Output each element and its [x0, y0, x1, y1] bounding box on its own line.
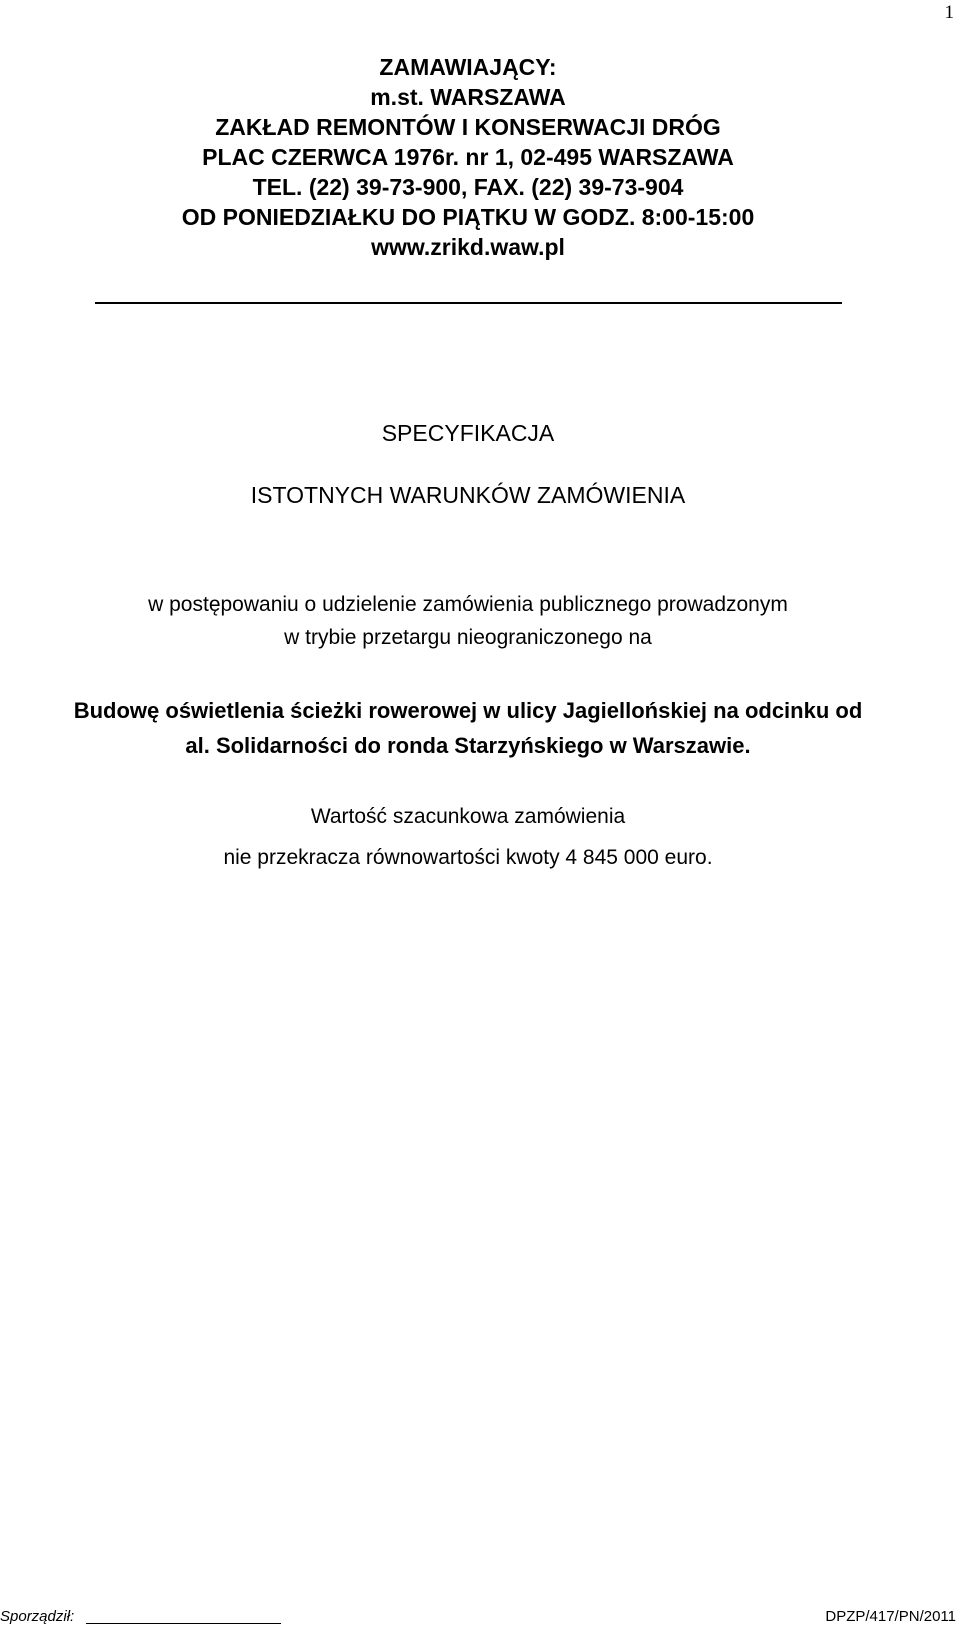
value-line-2: nie przekracza równowartości kwoty 4 845 000 euro.	[223, 846, 713, 869]
header-line-address: PLAC CZERWCA 1976r. nr 1, 02-495 WARSZAWA	[202, 144, 734, 170]
estimated-value-note	[0, 796, 936, 878]
subject-line-1: Budowę oświetlenia ścieżki rowerowej w ulicy Jagiellońskiej na odcinku od	[73, 698, 863, 723]
page-number: 1	[944, 2, 954, 23]
header-line-hours: OD PONIEDZIAŁKU DO PIĄTKU W GODZ. 8:00-15:00	[181, 204, 755, 230]
contracting-authority-header	[0, 52, 936, 262]
document-subtitle: ISTOTNYCH WARUNKÓW ZAMÓWIENIA	[250, 482, 686, 508]
header-line-role: ZAMAWIAJĄCY:	[379, 54, 557, 80]
value-line-1: Wartość szacunkowa zamówienia	[310, 805, 626, 828]
procedure-line-1: w postępowaniu o udzielenie zamówienia publicznego prowadzonym	[148, 593, 788, 616]
document-title: SPECYFIKACJA	[381, 420, 555, 446]
document-code: DPZP/417/PN/2011	[825, 1608, 956, 1625]
header-divider	[95, 302, 842, 304]
prepared-by-signature-line	[86, 1623, 281, 1624]
header-line-institution: ZAKŁAD REMONTÓW I KONSERWACJI DRÓG	[215, 114, 721, 140]
header-line-phone: TEL. (22) 39-73-900, FAX. (22) 39-73-904	[252, 174, 684, 200]
prepared-by-label: Sporządził:	[0, 1608, 75, 1625]
page-footer	[0, 1608, 960, 1628]
contract-subject	[0, 693, 936, 763]
header-line-website[interactable]: www.zrikd.waw.pl	[371, 234, 565, 260]
procedure-line-2: w trybie przetargu nieograniczonego na	[284, 626, 652, 649]
procedure-description	[0, 588, 936, 654]
header-line-city: m.st. WARSZAWA	[370, 84, 566, 110]
subject-line-2: al. Solidarności do ronda Starzyńskiego w Warszawie.	[185, 733, 751, 758]
